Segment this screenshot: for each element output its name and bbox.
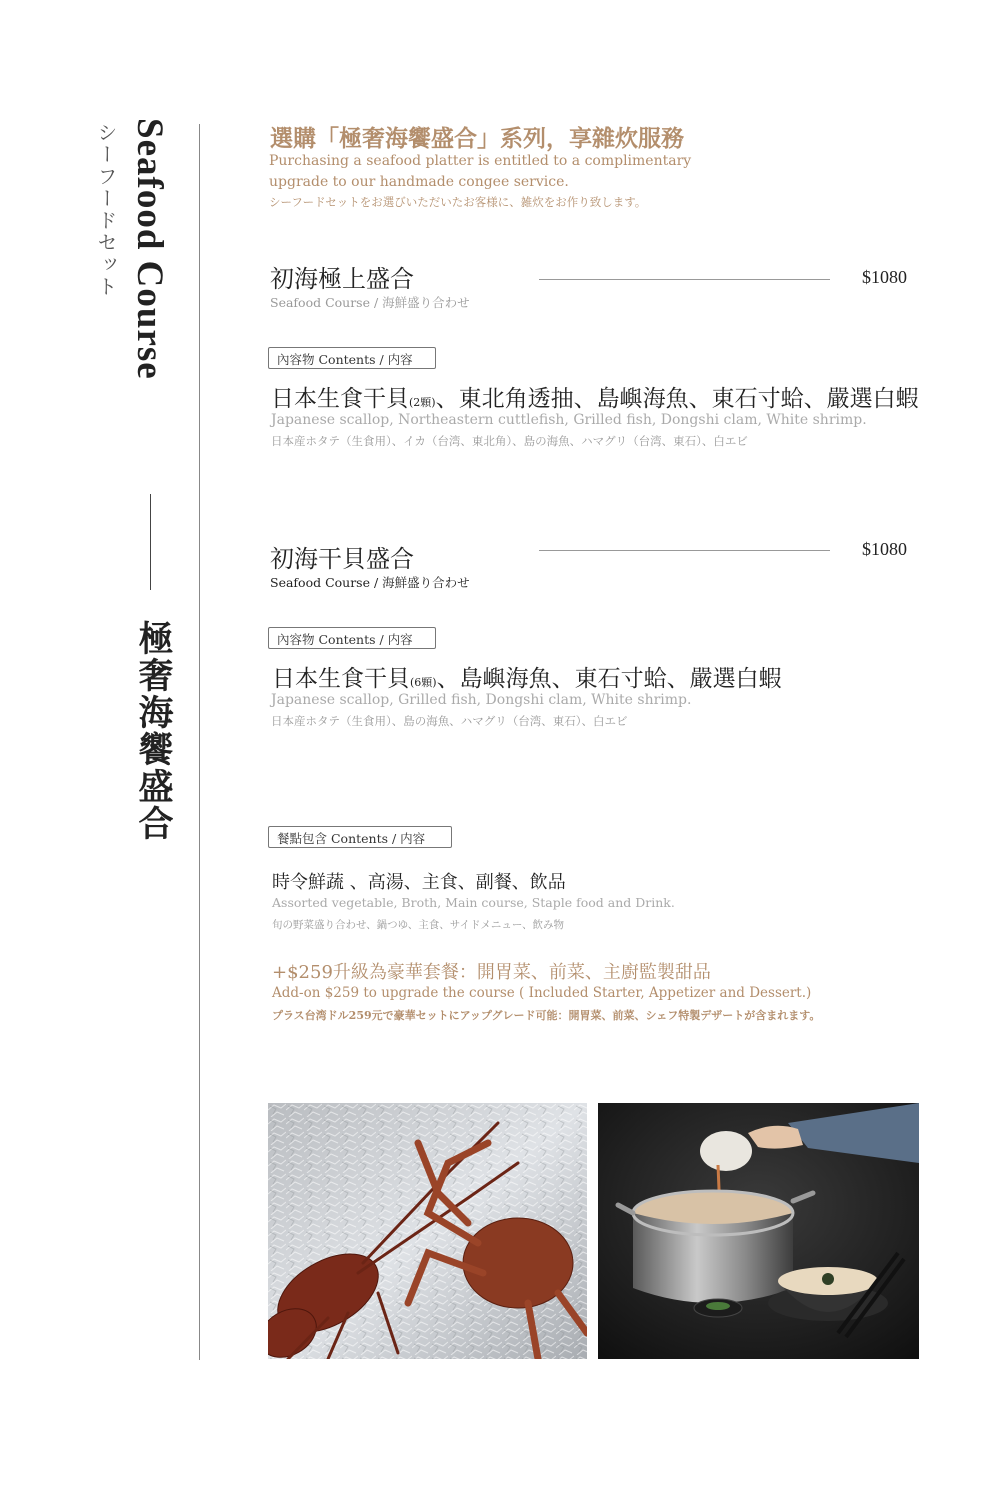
item-contents [272,660,782,693]
item-subtitle: Seafood Course / 海鮮盛り合わせ [270,575,470,590]
item-contents-english: Japanese scallop, Grilled fish, Dongshi clam, White shrimp. [271,692,692,708]
intro-heading: 選購「極奢海饗盛合」系列，享雜炊服務 [270,125,684,152]
addon-japanese: プラス台湾ドル259元で豪華セットにアップグレード可能：開胃菜、前菜、シェフ特製デザートが含まれます。 [272,1009,821,1022]
item-price: $1080 [862,267,907,287]
congee-service-photo [598,1103,919,1359]
item-subtitle: Seafood Course / 海鮮盛り合わせ [270,295,470,310]
contents-tag: 內容物 Contents / 内容 [268,347,436,369]
price-leader-line [539,279,830,280]
item-contents [271,380,919,413]
item-name: 初海極上盛合 [270,265,414,293]
vertical-rule [199,124,200,1360]
contents-qty: (2顆) [409,396,436,409]
contents-tag: 內容物 Contents / 内容 [268,627,436,649]
contents-pre: 日本生食干貝 [271,386,409,412]
meal-contents-japanese: 旬の野菜盛り合わせ、鍋つゆ、主食、サイドメニュー、飲み物 [272,919,565,931]
side-title-en: Seafood Course [129,118,170,380]
contents-qty: (6顆) [410,676,437,689]
contents-post: 、島嶼海魚、東石寸蛤、嚴選白蝦 [436,666,782,692]
item-contents-japanese: 日本産ホタテ（生食用）、島の海魚、ハマグリ（台湾、東石）、白エビ [271,714,628,728]
contents-post: 、東北角透抽、島嶼海魚、東石寸蛤、嚴選白蝦 [435,386,919,412]
meal-contents-tag: 餐點包含 Contents / 内容 [268,826,452,848]
contents-pre: 日本生食干貝 [272,666,410,692]
price-leader-line [539,550,830,551]
addon-heading: +$259升級為豪華套餐：開胃菜、前菜、主廚監製甜品 [272,962,711,983]
intro-japanese: シーフードセットをお選びいただいたお客様に、雑炊をお作り致します。 [269,195,647,209]
intro-english: Purchasing a seafood platter is entitled to a complimentary upgrade to our handmade congee service. [269,153,692,190]
item-contents-japanese: 日本産ホタテ（生食用）、イカ（台湾、東北角）、島の海魚、ハマグリ（台湾、東石）、白エビ [271,434,748,448]
item-name: 初海干貝盛合 [270,545,414,573]
side-divider [150,494,151,590]
item-contents-english: Japanese scallop, Northeastern cuttlefish, Grilled fish, Dongshi clam, White shrimp. [271,412,867,428]
crab-lobster-photo [268,1103,587,1359]
side-subtitle-jp: シーフードセット [94,122,118,298]
item-price: $1080 [862,539,907,559]
meal-contents: 時令鮮蔬 、高湯、主食、副餐、飲品 [272,872,566,893]
addon-english: Add-on $259 to upgrade the course ( Included Starter, Appetizer and Dessert.) [272,985,812,1001]
meal-contents-english: Assorted vegetable, Broth, Main course, Staple food and Drink. [272,895,675,910]
side-title-zh: 極奢海饗盛合 [133,620,174,842]
